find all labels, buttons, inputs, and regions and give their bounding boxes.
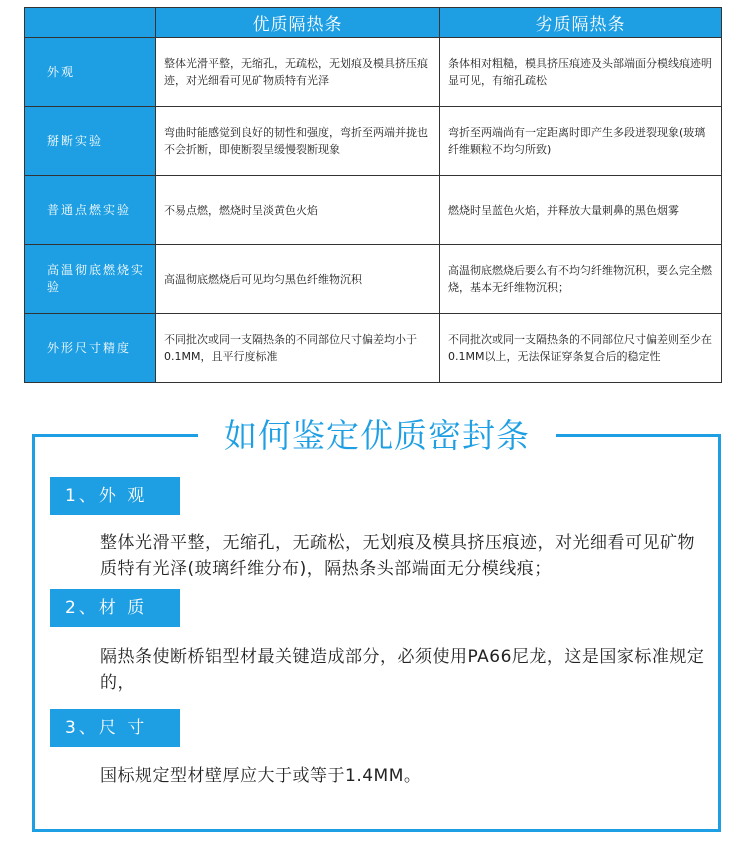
row-label: 普通点燃实验 [25,176,156,245]
bad-cell: 条体相对粗糙，模具挤压痕迹及头部端面分模线痕迹明显可见，有缩孔疏松 [440,38,722,107]
row-label: 外形尺寸精度 [25,314,156,383]
section-tag-size: 3、尺 寸 [50,709,180,747]
table-row [25,245,722,314]
bad-cell: 高温彻底燃烧后要么有不均匀纤维物沉积，要么完全燃烧，基本无纤维物沉积； [440,245,722,314]
comparison-table [24,7,722,383]
table-row [25,107,722,176]
table-row [25,176,722,245]
good-cell: 整体光滑平整，无缩孔，无疏松，无划痕及模具挤压痕迹，对光细看可见矿物质特有光泽 [156,38,440,107]
bad-cell: 不同批次或同一支隔热条的不同部位尺寸偏差则至少在0.1MM以上，无法保证穿条复合后的稳定性 [440,314,722,383]
table-header-corner [25,8,156,38]
section-tag-appearance: 1、外 观 [50,477,180,515]
good-cell: 弯曲时能感觉到良好的韧性和强度，弯折至两端并拢也不会折断，即使断裂呈缓慢裂断现象 [156,107,440,176]
bad-cell: 弯折至两端尚有一定距离时即产生多段迸裂现象(玻璃纤维颗粒不均匀所致) [440,107,722,176]
good-cell: 不易点燃，燃烧时呈淡黄色火焰 [156,176,440,245]
row-label: 高温彻底燃烧实验 [25,245,156,314]
table-header-good: 优质隔热条 [156,8,440,38]
good-cell: 不同批次或同一支隔热条的不同部位尺寸偏差均小于0.1MM，且平行度标准 [156,314,440,383]
section-tag-material: 2、材 质 [50,589,180,627]
bad-cell: 燃烧时呈蓝色火焰，并释放大量刺鼻的黑色烟雾 [440,176,722,245]
table-row [25,314,722,383]
table-header-bad: 劣质隔热条 [440,8,722,38]
row-label: 掰断实验 [25,107,156,176]
section-text-appearance: 整体光滑平整，无缩孔，无疏松，无划痕及模具挤压痕迹，对光细看可见矿物质特有光泽(玻璃纤维分布)，隔热条头部端面无分模线痕； [100,533,695,579]
table-row [25,38,722,107]
section-text-size: 国标规定型材壁厚应大于或等于1.4MM。 [100,766,422,786]
row-label: 外观 [25,38,156,107]
table-header-row [25,8,722,38]
frame-top-border-right [556,434,721,437]
guide-title: 如何鉴定优质密封条 [224,416,530,455]
good-cell: 高温彻底燃烧后可见均匀黑色纤维物沉积 [156,245,440,314]
frame-top-border-left [32,434,198,437]
section-text-material: 隔热条使断桥铝型材最关键造成部分，必须使用PA66尼龙，这是国家标准规定的， [100,647,705,693]
